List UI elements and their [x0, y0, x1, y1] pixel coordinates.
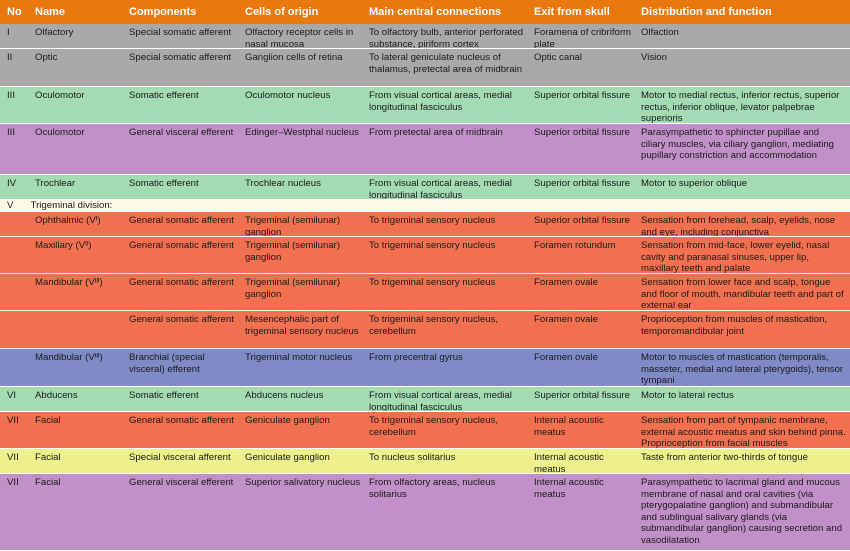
header-cells-of-origin: Cells of origin	[245, 6, 319, 18]
cell-no	[0, 212, 33, 236]
table-row	[0, 349, 850, 387]
cell-distribution: Motor to superior oblique	[641, 178, 748, 189]
cell-components: General somatic afferent	[129, 215, 234, 226]
cell-cells	[363, 200, 463, 211]
cell-components: General somatic afferent	[129, 415, 234, 426]
cell-exit: Superior orbital fissure	[534, 215, 630, 226]
table-row	[0, 49, 850, 87]
cell-distribution: Taste from anterior two-thirds of tongue	[641, 452, 808, 463]
cell-exit	[596, 200, 682, 211]
cell-components: General visceral efferent	[129, 127, 234, 138]
cell-cells: Trigeminal (semilunar) ganglion	[245, 240, 341, 263]
table-row	[0, 212, 850, 237]
cell-no	[0, 274, 33, 310]
cell-no: IV	[7, 178, 17, 189]
cell-exit: Foramen ovale	[534, 314, 598, 325]
cell-cells: Ganglion cells of retina	[245, 52, 343, 63]
header-central-connections: Main central connections	[369, 6, 502, 18]
cell-components: Somatic efferent	[129, 390, 199, 401]
cell-name: Trigeminal division:	[30, 200, 113, 211]
cell-exit: Superior orbital fissure	[534, 90, 630, 101]
cell-connections: From visual cortical areas, medial longitudinal fasciculus	[369, 390, 512, 411]
cell-no: III	[7, 90, 15, 101]
header-exit-from-skull: Exit from skull	[534, 6, 610, 18]
cell-cells: Superior salivatory nucleus	[245, 477, 361, 488]
cell-exit: Foramen ovale	[534, 277, 598, 288]
cell-name: Ophthalmic (Vᴵ)	[35, 215, 101, 226]
cell-connections: From olfactory areas, nucleus solitarius	[369, 477, 496, 500]
cell-connections: To lateral geniculate nucleus of thalamus, pretectal area of midbrain	[369, 52, 523, 75]
cell-components: General somatic afferent	[129, 240, 234, 251]
table-row	[0, 24, 850, 49]
cell-exit: Optic canal	[534, 52, 582, 63]
cell-distribution: Sensation from lower face and scalp, tongue and floor of mouth, mandibular teeth and part of external ear	[641, 277, 844, 310]
cell-exit: Superior orbital fissure	[534, 127, 630, 138]
cell-components: Special visceral afferent	[129, 452, 231, 463]
table-row	[0, 311, 850, 349]
cell-distribution: Motor to medial rectus, inferior rectus, superior rectus, inferior oblique, levator palpebrae superioris	[641, 90, 840, 123]
cell-no	[0, 237, 33, 273]
cell-connections: From pretectal area of midbrain	[369, 127, 503, 138]
cell-components: General somatic afferent	[129, 314, 234, 325]
cell-name: Facial	[35, 477, 61, 488]
table-row	[0, 200, 850, 212]
cell-distribution: Olfaction	[641, 27, 679, 38]
cell-connections: From visual cortical areas, medial longitudinal fasciculus	[369, 178, 512, 199]
table-row	[0, 87, 850, 124]
cell-connections: To trigeminal sensory nucleus	[369, 277, 496, 288]
table-row	[0, 124, 850, 175]
table-row	[0, 449, 850, 474]
cell-no	[0, 349, 33, 386]
cell-cells: Edinger–Westphal nucleus	[245, 127, 359, 138]
cell-connections: To trigeminal sensory nucleus	[369, 215, 496, 226]
table-row	[0, 387, 850, 412]
cell-connections: To olfactory bulb, anterior perforated substance, piriform cortex	[369, 27, 524, 48]
header-components: Components	[129, 6, 197, 18]
cell-cells: Geniculate ganglion	[245, 452, 330, 463]
cell-exit: Superior orbital fissure	[534, 390, 630, 401]
cell-no: VII	[7, 452, 19, 463]
table-row	[0, 237, 850, 274]
cell-components: Branchial (special visceral) efferent	[129, 352, 205, 375]
cell-name	[33, 311, 129, 348]
cell-components: Somatic efferent	[129, 90, 199, 101]
cell-cells: Oculomotor nucleus	[245, 90, 331, 101]
cell-exit: Foramen rotundum	[534, 240, 616, 251]
cell-name: Abducens	[35, 390, 78, 401]
cell-connections: From visual cortical areas, medial longitudinal fasciculus	[369, 90, 512, 113]
cell-distribution: Sensation from mid-face, lower eyelid, nasal cavity and paranasal sinuses, upper lip, maxillary teeth and palate	[641, 240, 830, 273]
cell-distribution: Motor to lateral rectus	[641, 390, 734, 401]
cell-connections: To trigeminal sensory nucleus, cerebellum	[369, 314, 499, 337]
cell-components: Special somatic afferent	[129, 52, 232, 63]
cell-name: Oculomotor	[35, 127, 85, 138]
cell-distribution: Motor to muscles of mastication (temporalis, masseter, medial and lateral pterygoids), tensor tympani	[641, 352, 844, 386]
cell-name: Mandibular (Vᴵᴵᴵ)	[35, 352, 103, 363]
table-row	[0, 175, 850, 200]
cell-exit: Internal acoustic meatus	[534, 452, 604, 473]
cell-distribution	[682, 200, 850, 211]
cell-exit: Superior orbital fissure	[534, 178, 630, 189]
cell-connections	[463, 200, 596, 211]
cell-components: General visceral efferent	[129, 477, 234, 488]
cell-distribution: Parasympathetic to sphincter pupillae and ciliary muscles, via ciliary ganglion, mediating pupillary constriction and accommodation	[641, 127, 835, 162]
cell-name: Trochlear	[35, 178, 76, 189]
cell-exit: Foramen ovale	[534, 352, 598, 363]
cell-connections: To nucleus solitarius	[369, 452, 456, 463]
cell-exit: Foramena of cribriform plate	[534, 27, 632, 48]
cell-exit: Internal acoustic meatus	[534, 477, 604, 500]
cell-no: V	[7, 200, 14, 211]
table-row	[0, 474, 850, 551]
cell-components: General somatic afferent	[129, 277, 234, 288]
cell-name: Optic	[35, 52, 58, 63]
cell-connections: From precentral gyrus	[369, 352, 463, 363]
cell-distribution: Vision	[641, 52, 667, 63]
cell-name: Mandibular (Vᴵᴵᴵ)	[35, 277, 103, 288]
cell-cells: Trigeminal motor nucleus	[245, 352, 353, 363]
cell-connections: To trigeminal sensory nucleus	[369, 240, 496, 251]
cell-cells: Mesencephalic part of trigeminal sensory nucleus	[245, 314, 359, 337]
table-row	[0, 274, 850, 311]
header-no: No	[7, 6, 22, 18]
cell-name: Facial	[35, 452, 61, 463]
cell-distribution: Sensation from forehead, scalp, eyelids, nose and eye, including conjunctiva	[641, 215, 836, 236]
cell-no	[0, 311, 33, 348]
cell-name: Maxillary (Vᴵᴵ)	[35, 240, 92, 251]
cell-name: Olfactory	[35, 27, 74, 38]
cell-cells: Trigeminal (semilunar) ganglion	[245, 215, 341, 236]
cell-name: Oculomotor	[35, 90, 85, 101]
cell-name: Facial	[35, 415, 61, 426]
cell-exit: Internal acoustic meatus	[534, 415, 604, 438]
cell-cells: Olfactory receptor cells in nasal mucosa	[245, 27, 354, 48]
cell-distribution: Proprioception from muscles of mastication, temporomandibular joint	[641, 314, 828, 337]
cell-cells: Trochlear nucleus	[245, 178, 321, 189]
header-name: Name	[35, 6, 65, 18]
cell-components	[270, 200, 364, 211]
header-distribution: Distribution and function	[641, 6, 772, 18]
table-row	[0, 412, 850, 449]
cell-distribution: Parasympathetic to lacrimal gland and mucous membrane of nasal and oral cavities (via pterygopalatine ganglion) and submandibular and sublingual salivary glands (via submandibular ganglion) causing secretion and vasodilatation	[641, 477, 843, 546]
cell-no: VII	[7, 415, 19, 426]
cell-no: VII	[7, 477, 19, 488]
cell-components: Special somatic afferent	[129, 27, 232, 38]
table-header	[0, 0, 850, 24]
cell-connections: To trigeminal sensory nucleus, cerebellum	[369, 415, 499, 438]
cell-cells: Trigeminal (semilunar) ganglion	[245, 277, 341, 300]
cell-no: VI	[7, 390, 17, 401]
cell-cells: Abducens nucleus	[245, 390, 324, 401]
cell-distribution: Sensation from part of tympanic membrane, external acoustic meatus and skin behind pinna. Proprioception from facial muscles	[641, 415, 846, 448]
cell-components: Somatic efferent	[129, 178, 199, 189]
cell-no: II	[7, 52, 13, 63]
cell-no: III	[7, 127, 15, 138]
cell-cells: Geniculate ganglion	[245, 415, 330, 426]
cell-no: I	[7, 27, 10, 38]
